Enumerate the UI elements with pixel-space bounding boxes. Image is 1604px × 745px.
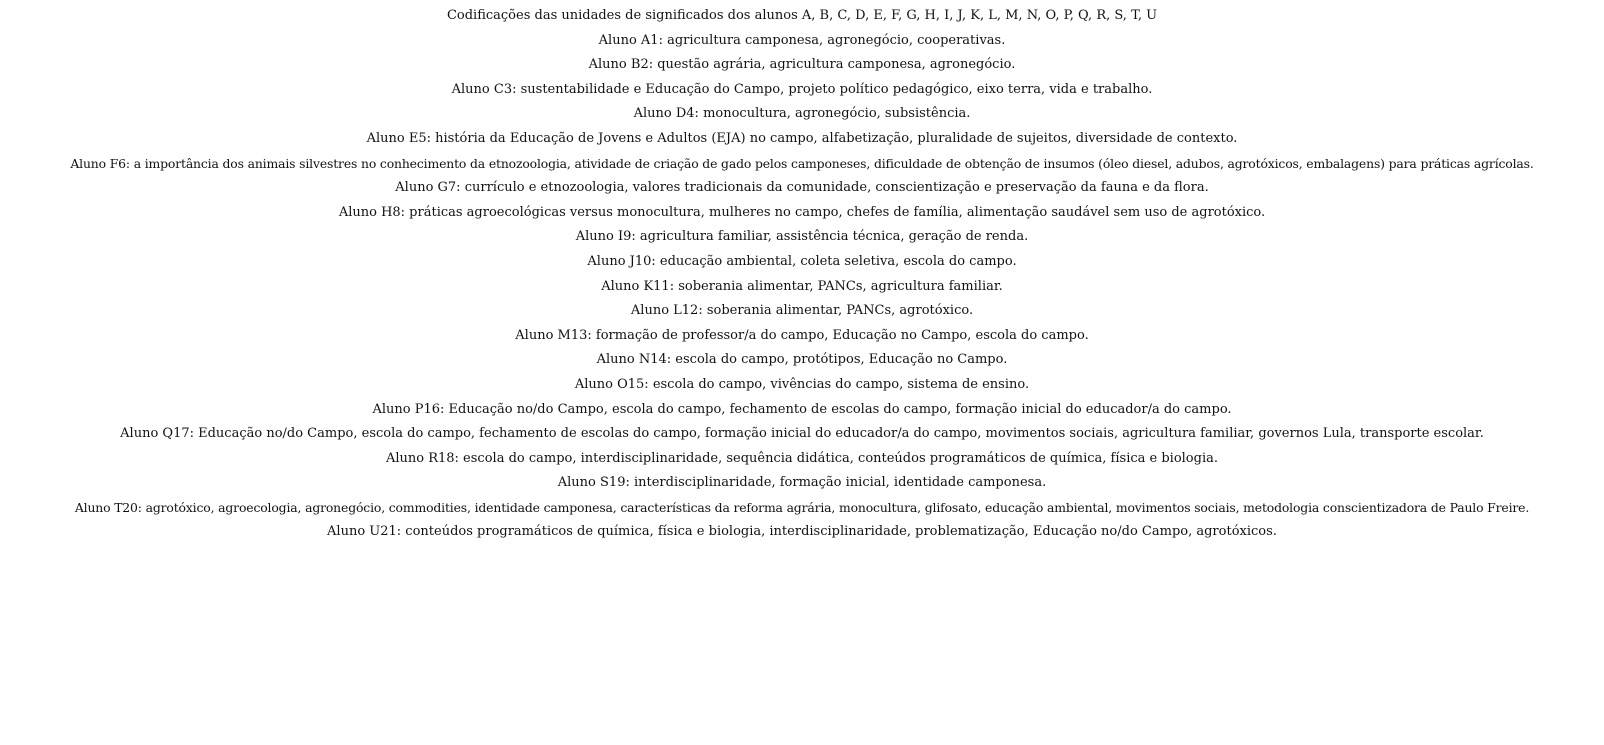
student-line-p16: Aluno P16: Educação no/do Campo, escola do campo, fechamento de escolas do campo, formação inicial do educador/a do campo. <box>372 401 1232 417</box>
document-body <box>0 4 1604 545</box>
student-line-r18: Aluno R18: escola do campo, interdisciplinaridade, sequência didática, conteúdos programáticos de química, física e biologia. <box>385 450 1219 466</box>
student-line-f6: Aluno F6: a importância dos animais silvestres no conhecimento da etnozoologia, atividade de criação de gado pelos camponeses, dificuldade de obtenção de insumos (óleo diesel, adubos, agrotóxicos, embalagens) para práticas agrícolas. <box>70 155 1534 171</box>
student-line-h8: Aluno H8: práticas agroecológicas versus monocultura, mulheres no campo, chefes de família, alimentação saudável sem uso de agrotóxico. <box>338 204 1266 220</box>
student-line-t20: Aluno T20: agrotóxico, agroecologia, agronegócio, commodities, identidade camponesa, características da reforma agrária, monocultura, glifosato, educação ambiental, movimentos sociais, metodologia conscientizadora de Paulo Freire. <box>74 499 1530 515</box>
student-line-o15: Aluno O15: escola do campo, vivências do campo, sistema de ensino. <box>574 376 1030 392</box>
student-line-a1: Aluno A1: agricultura camponesa, agronegócio, cooperativas. <box>598 32 1006 48</box>
student-line-d4: Aluno D4: monocultura, agronegócio, subsistência. <box>633 106 971 122</box>
student-line-n14: Aluno N14: escola do campo, protótipos, Educação no Campo. <box>596 352 1008 368</box>
student-line-q17: Aluno Q17: Educação no/do Campo, escola do campo, fechamento de escolas do campo, formação inicial do educador/a do campo, movimentos sociais, agricultura familiar, governos Lula, transporte escolar. <box>120 426 1484 442</box>
student-line-e5: Aluno E5: história da Educação de Jovens e Adultos (EJA) no campo, alfabetização, pluralidade de sujeitos, diversidade de contexto. <box>366 130 1238 146</box>
student-line-b2: Aluno B2: questão agrária, agricultura camponesa, agronegócio. <box>588 57 1016 73</box>
student-line-k11: Aluno K11: soberania alimentar, PANCs, agricultura familiar. <box>601 278 1003 294</box>
student-line-c3: Aluno C3: sustentabilidade e Educação do Campo, projeto político pedagógico, eixo terra, vida e trabalho. <box>451 81 1153 97</box>
student-line-i9: Aluno I9: agricultura familiar, assistência técnica, geração de renda. <box>575 229 1029 245</box>
student-line-g7: Aluno G7: currículo e etnozoologia, valores tradicionais da comunidade, conscientização e preservação da fauna e da flora. <box>395 180 1209 196</box>
student-line-m13: Aluno M13: formação de professor/a do campo, Educação no Campo, escola do campo. <box>515 327 1089 343</box>
student-line-s19: Aluno S19: interdisciplinaridade, formação inicial, identidade camponesa. <box>557 475 1047 491</box>
document-title: Codificações das unidades de significados dos alunos A, B, C, D, E, F, G, H, I, J, K, L, M, N, O, P, Q, R, S, T, U <box>446 8 1158 23</box>
student-line-j10: Aluno J10: educação ambiental, coleta seletiva, escola do campo. <box>587 253 1017 269</box>
student-line-u21: Aluno U21: conteúdos programáticos de química, física e biologia, interdisciplinaridade, problematização, Educação no/do Campo, agrotóxicos. <box>327 524 1277 540</box>
student-line-l12: Aluno L12: soberania alimentar, PANCs, agrotóxico. <box>630 303 974 319</box>
